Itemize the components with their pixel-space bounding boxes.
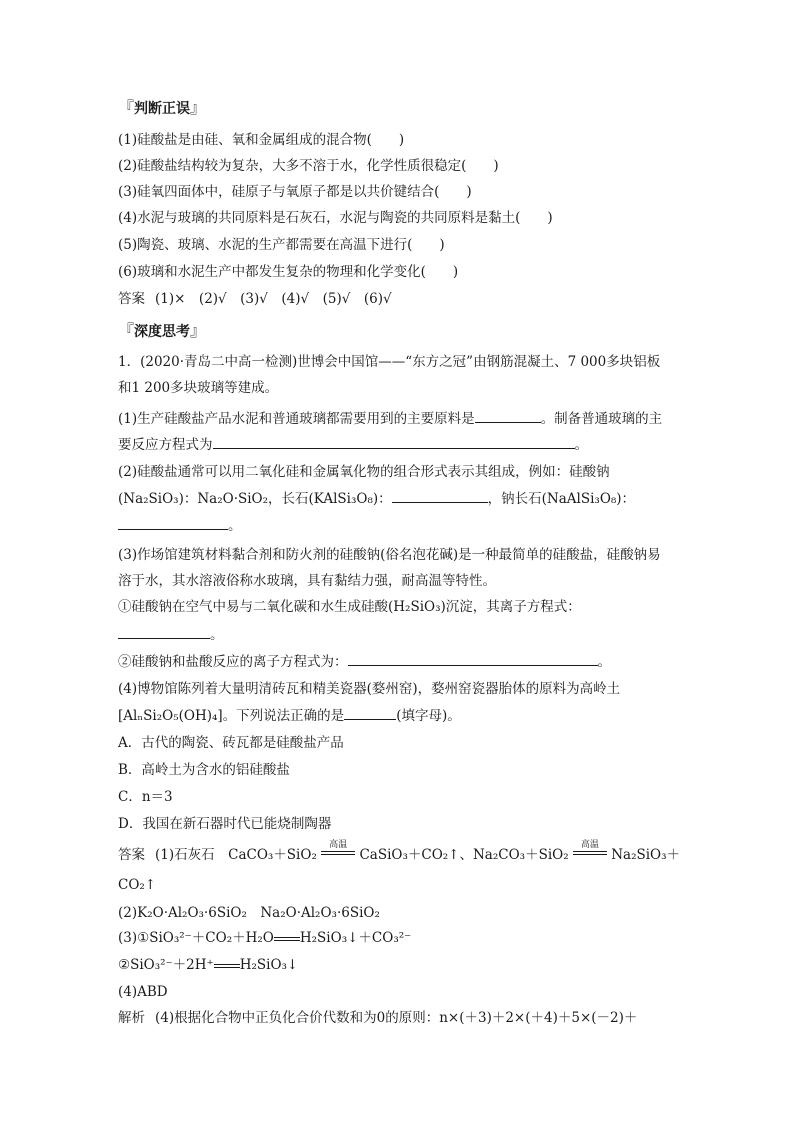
deep-header-text: 深度思考	[134, 324, 191, 340]
reaction-condition	[321, 840, 355, 859]
answer-blank	[348, 652, 598, 666]
deep-answer-line-2: CO₂↑	[118, 877, 157, 893]
equal-sign-icon	[214, 964, 240, 968]
judge-item-2: (2)硅酸盐结构较为复杂，大多不溶于水，化学性质很稳定( )	[118, 158, 499, 174]
option-c: C．n＝3	[118, 789, 173, 805]
q1-part1-text-b: 。制备普通玻璃的主	[540, 411, 663, 427]
q1-part2-text-c: ，钠长石(NaAlSi₃O₈)：	[487, 491, 636, 507]
deep-answer-label: 答案	[118, 847, 145, 863]
answer-blank	[118, 625, 210, 639]
q1-part3-line-2: 溶于水，其水溶液俗称水玻璃，具有黏结力强，耐高温等特性。	[118, 573, 496, 589]
q1-part1-line-1	[118, 409, 662, 428]
answer-blank	[213, 435, 575, 449]
answer-blank	[344, 706, 396, 720]
option-d: D．我国在新石器时代已能烧制陶器	[118, 816, 332, 832]
q1-part3-text-d: ②硅酸钠和盐酸反应的离子方程式为：	[118, 654, 348, 670]
deep-answer-1c: Na₂SiO₃＋	[611, 847, 681, 863]
judge-header-text: 判断正误	[134, 101, 191, 117]
reaction-condition	[573, 840, 607, 859]
deep-answer-line-1	[118, 840, 681, 864]
option-a: A．古代的陶瓷、砖瓦都是硅酸盐产品	[118, 735, 344, 751]
q1-part4-text-b2: (填字母)。	[396, 708, 461, 724]
q1-part4-text-b1: [AlₙSi₂O₅(OH)₄]。下列说法正确的是	[118, 708, 345, 724]
option-b: B．高岭土为含水的铝硅酸盐	[118, 762, 290, 778]
q1-part3-line-4	[118, 625, 224, 644]
q1-part1-line-2	[118, 435, 588, 454]
bracket-right-icon: 』	[190, 321, 207, 340]
q1-part1-text-c: 要反应方程式为	[118, 437, 213, 453]
q1-part2-line-1: (2)硅酸盐通常可以用二氧化硅和金属氧化物的组合形式表示其组成，例如：硅酸钠	[118, 464, 610, 480]
analysis-line	[118, 1009, 637, 1027]
deep-answer-3b: H₂SiO₃↓＋CO₃²⁻	[299, 930, 412, 946]
period: 。	[597, 654, 611, 670]
deep-answer-line-3: (2)K₂O·Al₂O₃·6SiO₂ Na₂O·Al₂O₃·6SiO₂	[118, 905, 380, 921]
period: 。	[228, 518, 242, 534]
condition-label: 高温	[329, 840, 348, 850]
deep-answer-line-5	[118, 956, 298, 974]
q1-part4-line-1: (4)博物馆陈列着大量明清砖瓦和精美瓷器(婺州窑)，婺州窑瓷器胎体的原料为高岭土	[118, 681, 621, 697]
judge-item-5: (5)陶瓷、玻璃、水泥的生产都需要在高温下进行( )	[118, 237, 445, 253]
q1-part2-line-3	[118, 516, 242, 535]
q1-part4-line-2	[118, 706, 461, 725]
judge-answer-text: (1)× (2)√ (3)√ (4)√ (5)√ (6)√	[155, 291, 392, 307]
deep-answer-line-6: (4)ABD	[118, 984, 168, 1000]
section-header-deep	[118, 322, 206, 341]
period: 。	[210, 627, 224, 643]
deep-answer-1b: CaSiO₃＋CO₂↑、Na₂CO₃＋SiO₂	[359, 847, 569, 863]
judge-answer	[118, 290, 392, 308]
deep-answer-3c: ②SiO₃²⁻＋2H⁺	[118, 957, 214, 973]
q1-part3-line-5	[118, 652, 611, 671]
period: 。	[574, 437, 588, 453]
q1-part1-text-a: (1)生产硅酸盐产品水泥和普通玻璃都需要用到的主要原料是	[118, 411, 475, 427]
bracket-left-icon: 『	[118, 321, 135, 340]
q1-part2-text-b: (Na₂SiO₃)：Na₂O·SiO₂，长石(KAlSi₃O₈)：	[118, 491, 392, 507]
q1-part3-line-1: (3)作场馆建筑材料黏合剂和防火剂的硅酸钠(俗名泡花碱)是一种最简单的硅酸盐，硅酸钠易	[118, 547, 661, 563]
judge-item-4: (4)水泥与玻璃的共同原料是石灰石，水泥与陶瓷的共同原料是黏土( )	[118, 210, 553, 226]
deep-answer-line-4	[118, 929, 411, 947]
bracket-right-icon: 』	[190, 98, 207, 117]
bracket-left-icon: 『	[118, 98, 135, 117]
judge-item-3: (3)硅氧四面体中，硅原子与氧原子都是以共价键结合( )	[118, 184, 472, 200]
deep-answer-3d: H₂SiO₃↓	[239, 957, 299, 973]
section-header-judge	[118, 99, 206, 118]
equal-sign-icon	[274, 937, 300, 941]
condition-label: 高温	[580, 840, 599, 850]
judge-answer-label: 答案	[118, 291, 145, 307]
answer-blank	[118, 516, 228, 530]
deep-answer-3a: (3)①SiO₃²⁻＋CO₂＋H₂O	[118, 930, 274, 946]
q1-intro-line-1: 1．(2020·青岛二中高一检测)世博会中国馆——“东方之冠”由钢筋混凝土、7 000多块铝板	[118, 354, 661, 370]
answer-blank	[475, 409, 541, 423]
answer-blank	[392, 489, 488, 503]
judge-item-1: (1)硅酸盐是由硅、氧和金属组成的混合物( )	[118, 132, 405, 148]
deep-answer-1a: (1)石灰石 CaCO₃＋SiO₂	[155, 847, 317, 863]
q1-part3-line-3: ①硅酸钠在空气中易与二氧化碳和水生成硅酸(H₂SiO₃)沉淀，其离子方程式：	[118, 599, 581, 615]
judge-item-6: (6)玻璃和水泥生产中都发生复杂的物理和化学变化( )	[118, 264, 459, 280]
analysis-text: (4)根据化合物中正负化合价代数和为0的原则：n×(＋3)＋2×(＋4)＋5×(－2)＋	[155, 1010, 638, 1026]
q1-part2-line-2	[118, 489, 635, 508]
q1-intro-line-2: 和1 200多块玻璃等建成。	[118, 380, 279, 396]
analysis-label: 解析	[118, 1010, 145, 1026]
